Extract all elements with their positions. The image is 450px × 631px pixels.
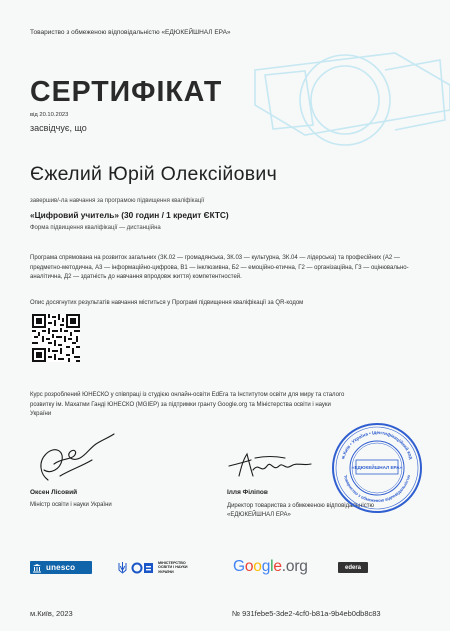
training-form: Форма підвищення кваліфікації — дистанційна	[30, 225, 161, 231]
company-stamp	[331, 422, 423, 514]
signatory-role-1: Міністр освіти і науки України	[30, 502, 112, 508]
course-info: Курс розроблений ЮНЕСКО у співпраці із студією онлайн-освіти EdEra та Інститутом освіти для миру та сталого розвитку ім. Махатми Ганді ЮНЕСКО (MGIEP) за підтримки гранту Google.org та Міністерства освіти і науки України	[30, 392, 345, 418]
google-org-logo	[233, 557, 313, 579]
company-line: Товариство з обмеженою відповідальністю «ЕДЮКЕЙШНАЛ ЕРА»	[30, 29, 231, 36]
completed-text: завершив/-ла навчання за програмою підвищення кваліфікації	[30, 198, 205, 204]
trident-icon	[118, 561, 127, 574]
google-org-wordmark	[233, 557, 313, 575]
certificate-number: № 931febe5-3de2-4cf0-b81a-9b4eb0db8c83	[232, 609, 381, 618]
watermark-graphic	[235, 25, 450, 175]
certificate-date: від 20.10.2023	[30, 112, 69, 118]
signature-image-1	[30, 430, 120, 490]
unesco-wordmark: unesco	[46, 563, 76, 572]
qr-caption: Опис досягнутих результатів навчання міститься у Програмі підвищення кваліфікації за QR-кодом	[30, 300, 304, 306]
ministry-logo	[118, 559, 198, 576]
stamp-ring-top: м.Київ • Україна • Ідентифікаційний код	[340, 429, 414, 460]
qr-code[interactable]	[32, 314, 80, 362]
program-title: «Цифровий учитель» (30 годин / 1 кредит ЄКТС)	[30, 210, 229, 220]
ministry-name: МІНІСТЕРСТВО ОСВІТИ І НАУКИ УКРАЇНИ	[158, 561, 188, 574]
svg-text:м.Київ • Україна • Ідентифікац	[340, 430, 414, 460]
certificate-title: СЕРТИФІКАТ	[30, 76, 223, 108]
recipient-name: Єжелий Юрій Олексійович	[30, 163, 278, 185]
signatory-name-1: Оксен Лісовий	[30, 489, 78, 496]
unesco-logo	[30, 561, 92, 574]
edera-logo: edera	[338, 562, 368, 573]
signatory-name-2: Ілля Філіпов	[227, 489, 268, 496]
svg-text:Товариство з обмеженою відпові	[343, 474, 411, 503]
temple-icon	[30, 561, 43, 574]
certifies-text: засвідчує, що	[30, 123, 87, 133]
svg-text:Google.org: Google.org	[233, 558, 308, 575]
program-description: Програма спрямована на розвиток загальних (ЗК.02 — громадянська, ЗК.03 — культурна, ЗК.04 — лідерська) та професійних (А2 — предметно-методична, А3 — інформаційно-цифрова, В1 — інклюзивна, Б2 — емоційно-етична, Г2 — організаційна, Г3 — оцінювально-аналітична, Д2 — здатність до навчання впродовж життя) компетентностей.	[30, 255, 409, 281]
ministry-mark-icon	[131, 562, 155, 574]
signatory-role-2: Директор товариства з обмеженою відповідальністю «ЕДЮКЕЙШНАЛ ЕРА»	[227, 503, 374, 518]
city-year: м.Київ, 2023	[30, 609, 73, 618]
stamp-ring-bottom: Товариство з обмеженою відповідальністю	[342, 474, 412, 504]
stamp-center: «ЕДЮКЕЙШНАЛ ЕРА»	[351, 465, 403, 470]
signature-image-2	[225, 448, 315, 482]
